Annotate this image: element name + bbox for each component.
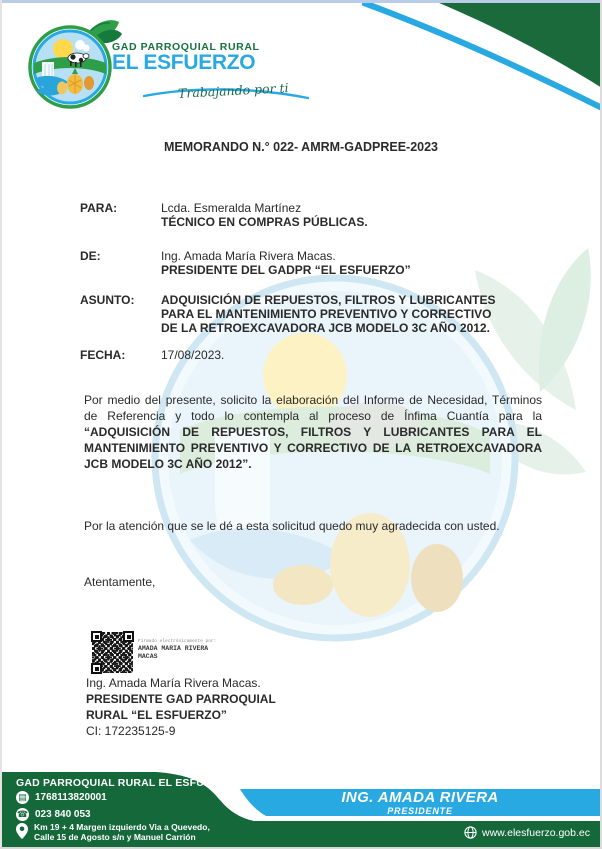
asunto-line3: DE LA RETROEXCAVADORA JCB MODELO 3C AÑO 2012. bbox=[161, 321, 490, 335]
signatory-name: Ing. Amada María Rivera Macas. bbox=[86, 676, 261, 690]
stamp-caption: Firmado electrónicamente por: bbox=[138, 639, 217, 644]
asunto-line1: ADQUISICIÓN DE REPUESTOS, FILTROS Y LUBRICANTES bbox=[161, 293, 496, 307]
official-banner bbox=[240, 789, 600, 816]
qr-finder-icon bbox=[91, 663, 102, 674]
phone-icon: ☎ bbox=[16, 809, 29, 819]
footer-org-name: GAD PARROQUIAL RURAL EL ESFUERZO bbox=[16, 777, 234, 789]
stamp-name-line1: AMADA MARIA RIVERA bbox=[138, 645, 209, 652]
page-left-edge bbox=[0, 0, 2, 849]
footer-address bbox=[34, 823, 210, 842]
asunto-line2: PARA EL MANTENIMIENTO PREVENTIVO Y CORRECTIVO bbox=[161, 307, 492, 321]
farewell: Atentamente, bbox=[84, 575, 156, 589]
stamp-text bbox=[138, 639, 216, 660]
official-name: ING. AMADA RIVERA bbox=[341, 789, 499, 806]
body-paragraph bbox=[84, 392, 542, 472]
location-pin-icon bbox=[16, 823, 28, 839]
asunto-text bbox=[161, 293, 543, 335]
footer-ruc: 1768113820001 bbox=[35, 792, 107, 803]
fecha-value: 17/08/2023. bbox=[161, 348, 225, 362]
footer-address-line1: Km 19 + 4 Margen izquierdo Via a Quevedo, bbox=[34, 822, 210, 832]
el-esfuerzo-emblem-icon bbox=[20, 14, 124, 112]
page-top-edge bbox=[0, 0, 602, 3]
para-name: Lcda. Esmeralda Martínez bbox=[161, 201, 302, 215]
body-intro: Por medio del presente, solicito la elaboración del Informe de Necesidad, Términos de Referencia y todo lo contempla al proceso de Ínfima Cuantía para la bbox=[84, 393, 542, 423]
footer-phone-row bbox=[16, 808, 91, 821]
stamp-name-line2: MACAS bbox=[138, 652, 158, 660]
de-value bbox=[161, 249, 411, 277]
qr-code-stamp-icon bbox=[92, 632, 133, 673]
signatory-role-line1: PRESIDENTE GAD PARROQUIAL bbox=[86, 692, 276, 706]
org-name-line1: GAD PARROQUIAL RURAL bbox=[112, 41, 260, 53]
org-name-line2: EL ESFUERZO bbox=[112, 51, 256, 74]
footer-ruc-row bbox=[16, 791, 107, 804]
footer-website-row bbox=[464, 826, 590, 839]
footer-phone: 023 840 053 bbox=[35, 809, 91, 820]
signatory-role-line2: RURAL “EL ESFUERZO” bbox=[86, 708, 227, 722]
de-label: DE: bbox=[80, 249, 101, 263]
footer bbox=[0, 771, 602, 847]
de-name: Ing. Amada María Rivera Macas. bbox=[161, 249, 336, 263]
para-role: TÉCNICO EN COMPRAS PÚBLICAS. bbox=[161, 215, 368, 229]
asunto-label: ASUNTO: bbox=[80, 293, 135, 307]
fecha-label: FECHA: bbox=[80, 348, 126, 362]
para-value bbox=[161, 201, 368, 229]
para-label: PARA: bbox=[80, 201, 118, 215]
signatory-block bbox=[86, 675, 276, 739]
footer-website: www.elesfuerzo.gob.ec bbox=[482, 826, 590, 839]
qr-finder-icon bbox=[123, 631, 134, 642]
signatory-ci: CI: 172235125-9 bbox=[86, 724, 176, 738]
tagline: Trabajando por ti bbox=[177, 80, 289, 101]
id-document-icon: ▤ bbox=[16, 791, 29, 804]
qr-finder-icon bbox=[91, 631, 102, 642]
body-bold-subject: “ADQUISICIÓN DE REPUESTOS, FILTROS Y LUBRICANTES PARA EL MANTENIMIENTO PREVENTIVO Y CORRECTIVO DE LA RETROEXCAVADORA JCB MODELO 3C AÑO 2012”. bbox=[84, 425, 542, 471]
footer-address-row bbox=[16, 823, 210, 842]
footer-address-line2: Calle 15 de Agosto s/n y Manuel Carrión bbox=[34, 831, 196, 842]
official-role: PRESIDENTE bbox=[387, 806, 453, 816]
de-role: PRESIDENTE DEL GADPR “EL ESFUERZO” bbox=[161, 263, 411, 277]
closing-paragraph: Por la atención que se le dé a esta solicitud quedo muy agradecida con usted. bbox=[84, 519, 500, 533]
globe-icon bbox=[464, 826, 477, 839]
memo-title: MEMORANDO N.° 022- AMRM-GADPREE-2023 bbox=[163, 140, 439, 154]
corner-swoosh-decoration bbox=[362, 0, 602, 118]
